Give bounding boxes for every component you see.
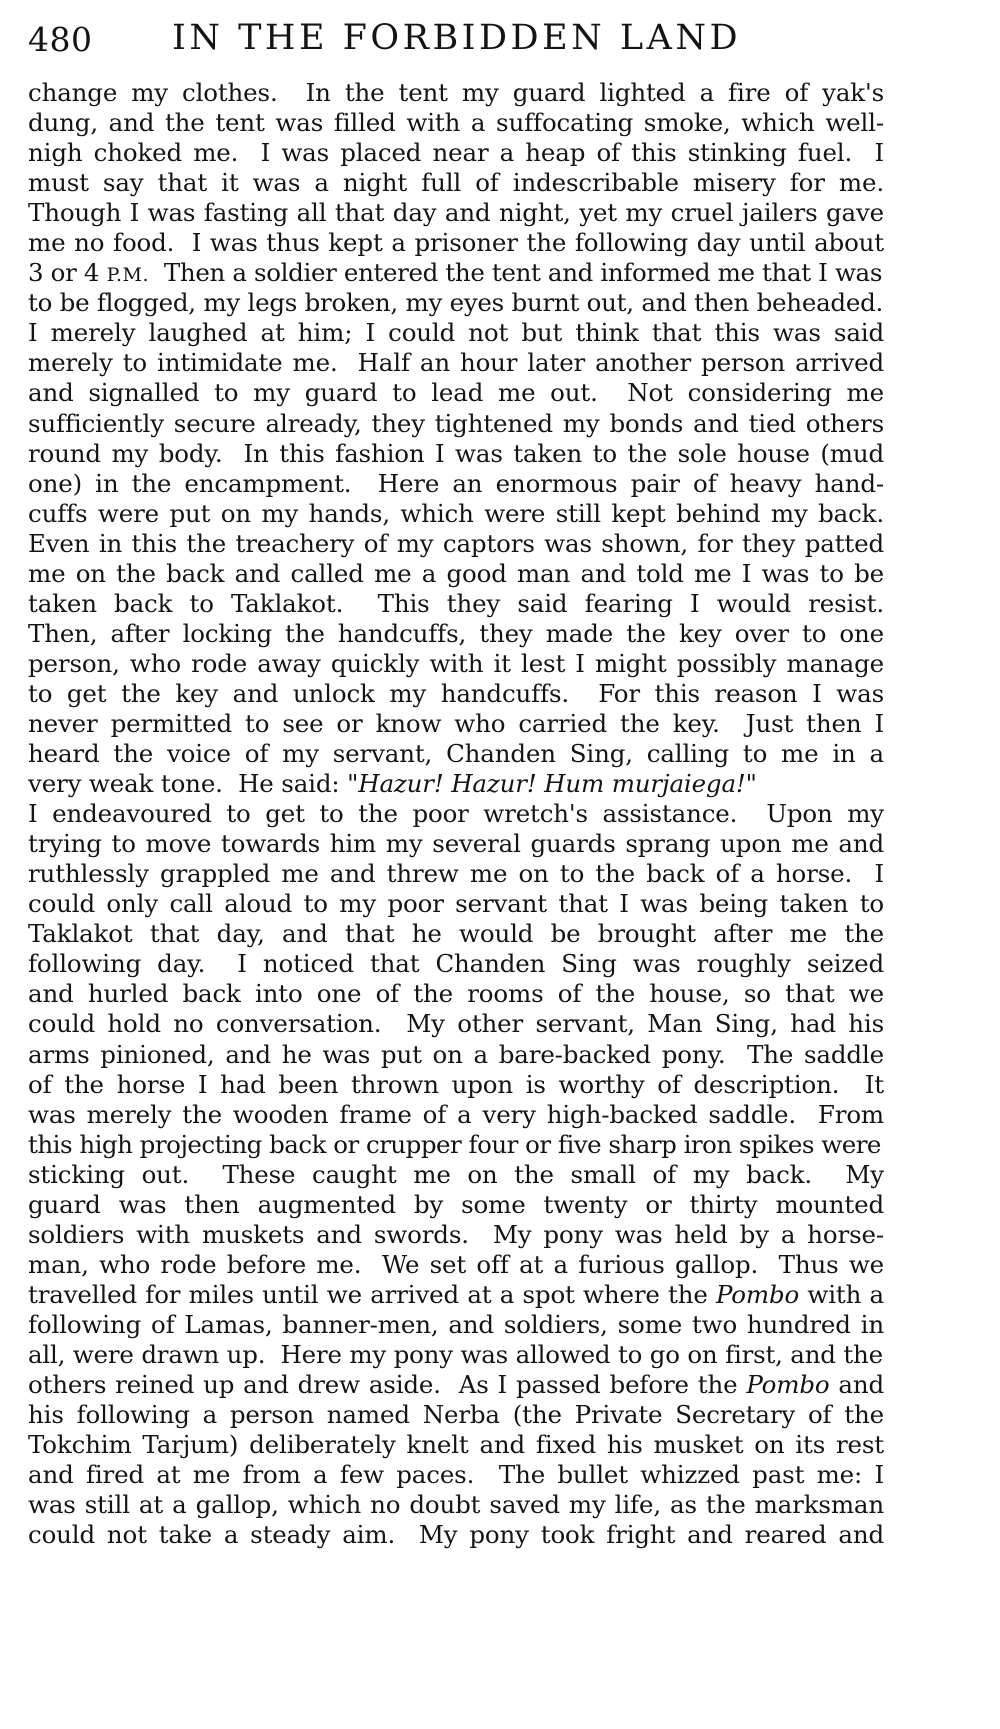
text-span: all, were drawn up. Here my pony was allowed to go on first, and the [28, 1339, 883, 1369]
text-line [28, 138, 884, 168]
text-span: his following a person named Nerba (the Private Secretary of the [28, 1400, 884, 1430]
text-line [28, 1160, 884, 1190]
italic-text: Hazur! Hazur! Hum murjaiega! [358, 769, 746, 799]
text-span: me on the back and called me a good man and told me I was to be [28, 558, 884, 588]
text-line [28, 679, 884, 709]
text-line [28, 168, 884, 198]
text-line [28, 1040, 884, 1070]
text-span: 3 or 4 [28, 258, 107, 288]
text-span: dung, and the tent was filled with a suffocating smoke, which well- [28, 108, 884, 138]
text-span: merely to intimidate me. Half an hour later another person arrived [28, 348, 884, 378]
text-line [28, 288, 884, 318]
text-span: must say that it was a night full of indescribable misery for me. [28, 168, 884, 198]
running-head [28, 14, 884, 66]
text-line [28, 619, 884, 649]
text-line [28, 589, 884, 619]
text-span: following of Lamas, banner-men, and soldiers, some two hundred in [28, 1309, 884, 1339]
text-line [28, 1220, 884, 1250]
text-line [28, 979, 884, 1009]
text-span: was still at a gallop, which no doubt saved my life, as the marksman [28, 1490, 884, 1520]
text-line [28, 439, 884, 469]
text-line [28, 1340, 884, 1370]
text-line [28, 1370, 884, 1400]
text-line [28, 318, 884, 348]
text-line [28, 469, 884, 499]
italic-text: Pombo [715, 1279, 800, 1309]
text-span: sticking out. These caught me on the small of my back. My [28, 1159, 884, 1189]
text-line [28, 1190, 884, 1220]
text-span: Even in this the treachery of my captors was shown, for they patted [28, 528, 884, 558]
text-span: taken back to Taklakot. This they said fearing I would resist. [28, 588, 884, 618]
text-line [28, 649, 884, 679]
text-line [28, 1100, 884, 1130]
text-span: following day. I noticed that Chanden Sing was roughly seized [28, 949, 884, 979]
text-span: sufficiently secure already, they tightened my bonds and tied others [28, 408, 884, 438]
text-span: I endeavoured to get to the poor wretch's assistance. Upon my [28, 799, 884, 829]
text-span: and fired at me from a few paces. The bullet whizzed past me: I [28, 1460, 884, 1490]
text-span: others reined up and drew aside. As I passed before the [28, 1370, 747, 1400]
text-line [28, 709, 884, 739]
text-span: arms pinioned, and he was put on a bare-backed pony. The saddle [28, 1039, 884, 1069]
running-title: IN THE FORBIDDEN LAND [172, 18, 742, 58]
text-line [28, 739, 884, 769]
text-span: travelled for miles until we arrived at a spot where the [28, 1279, 716, 1309]
text-line [28, 198, 884, 228]
text-span: Then, after locking the handcuffs, they made the key over to one [28, 618, 884, 648]
text-line [28, 1009, 884, 1039]
text-span: heard the voice of my servant, Chanden Sing, calling to me in a [28, 739, 884, 769]
text-span: " [745, 769, 757, 799]
text-line [28, 799, 884, 829]
text-span: was merely the wooden frame of a very high-backed saddle. From [28, 1099, 884, 1129]
text-line [28, 78, 884, 108]
text-line [28, 1460, 884, 1490]
text-line [28, 559, 884, 589]
text-span: Taklakot that day, and that he would be brought after me the [28, 919, 884, 949]
text-line [28, 859, 884, 889]
text-span: with a [799, 1279, 884, 1309]
text-span: could hold no conversation. My other servant, Man Sing, had his [28, 1009, 884, 1039]
text-line [28, 919, 884, 949]
text-span: this high projecting back or crupper four or five sharp iron spikes were [28, 1129, 881, 1159]
text-span: cuffs were put on my hands, which were still kept behind my back. [28, 498, 884, 528]
text-line [28, 1310, 884, 1340]
text-span: ruthlessly grappled me and threw me on to the back of a horse. I [28, 859, 884, 889]
text-span: and [829, 1370, 884, 1400]
text-line [28, 889, 884, 919]
text-line [28, 348, 884, 378]
text-line [28, 409, 884, 439]
text-span: I merely laughed at him; I could not but think that this was said [28, 318, 884, 348]
text-line [28, 1280, 884, 1310]
text-span: soldiers with muskets and swords. My pony was held by a horse- [28, 1219, 884, 1249]
text-span: and hurled back into one of the rooms of the house, so that we [28, 979, 884, 1009]
text-line [28, 108, 884, 138]
text-span: to be flogged, my legs broken, my eyes burnt out, and then beheaded. [28, 288, 884, 318]
text-line [28, 1130, 884, 1160]
text-line [28, 1490, 884, 1520]
text-line [28, 228, 884, 258]
small-caps-text: P.M. [106, 264, 150, 287]
text-line [28, 769, 884, 799]
text-span: could only call aloud to my poor servant that I was being taken to [28, 889, 884, 919]
text-span: person, who rode away quickly with it lest I might possibly manage [28, 648, 884, 678]
italic-text: Pombo [746, 1370, 830, 1400]
text-line [28, 378, 884, 408]
text-span: and signalled to my guard to lead me out. Not considering me [28, 378, 884, 408]
text-line [28, 258, 884, 288]
page-number: 480 [28, 20, 93, 59]
text-span: Tokchim Tarjum) deliberately knelt and fixed his musket on its rest [28, 1430, 884, 1460]
text-line [28, 1520, 884, 1550]
text-span: very weak tone. He said: " [28, 769, 359, 799]
text-span: one) in the encampment. Here an enormous pair of heavy hand- [28, 468, 884, 498]
text-line [28, 949, 884, 979]
text-span: trying to move towards him my several guards sprang upon me and [28, 829, 884, 859]
text-span: me no food. I was thus kept a prisoner the following day until about [28, 228, 884, 258]
text-span: to get the key and unlock my handcuffs. For this reason I was [28, 678, 884, 708]
text-span: of the horse I had been thrown upon is worthy of description. It [28, 1069, 884, 1099]
body-text [28, 78, 884, 1550]
text-span: man, who rode before me. We set off at a furious gallop. Thus we [28, 1249, 884, 1279]
text-span: guard was then augmented by some twenty or thirty mounted [28, 1189, 884, 1219]
text-span: could not take a steady aim. My pony took fright and reared and [28, 1520, 884, 1550]
text-span: round my body. In this fashion I was taken to the sole house (mud [28, 438, 884, 468]
text-line [28, 829, 884, 859]
text-span: Though I was fasting all that day and night, yet my cruel jailers gave [28, 198, 884, 228]
text-line [28, 529, 884, 559]
text-line [28, 1400, 884, 1430]
text-line [28, 1070, 884, 1100]
text-line [28, 1250, 884, 1280]
text-span: never permitted to see or know who carried the key. Just then I [28, 708, 884, 738]
text-span: nigh choked me. I was placed near a heap of this stinking fuel. I [28, 138, 884, 168]
text-line [28, 1430, 884, 1460]
text-span: Then a soldier entered the tent and informed me that I was [149, 258, 883, 288]
text-span: change my clothes. In the tent my guard lighted a fire of yak's [28, 78, 884, 107]
text-line [28, 499, 884, 529]
